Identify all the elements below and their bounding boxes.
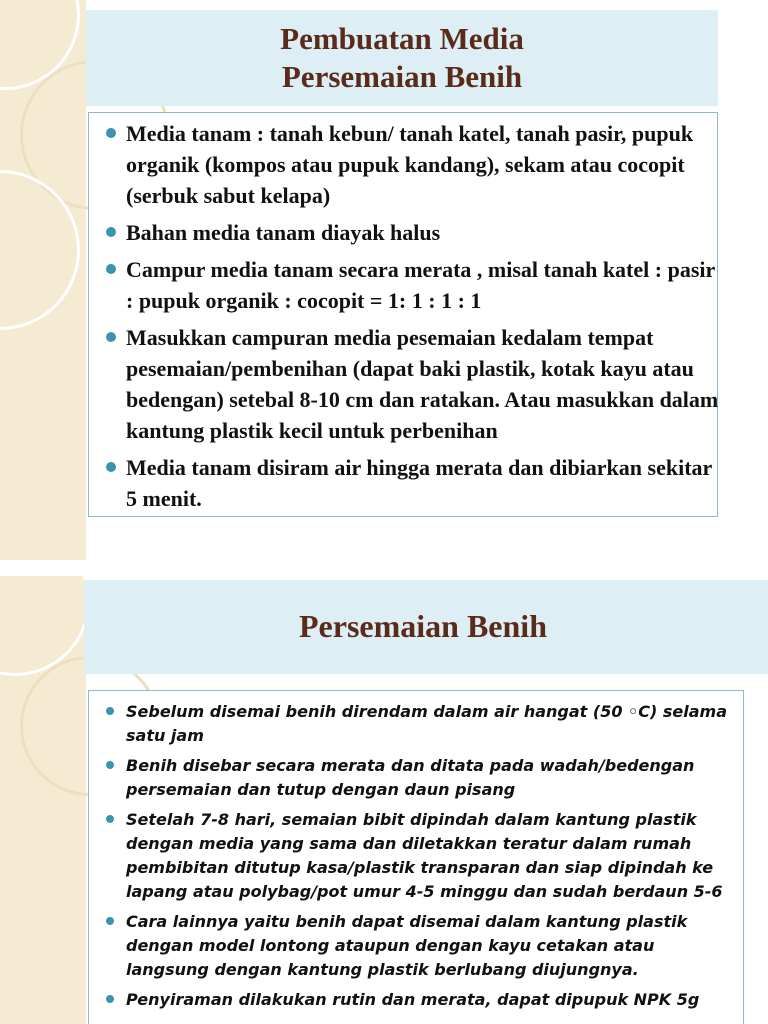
slide-separator bbox=[0, 560, 768, 576]
bullet-icon bbox=[106, 815, 114, 823]
bullet-list bbox=[126, 118, 726, 520]
list-item bbox=[126, 322, 726, 446]
bullet-icon bbox=[106, 227, 116, 237]
list-item-text: Sebelum disemai benih direndam dalam air hangat (50 ◦C) selama satu jam bbox=[126, 702, 728, 745]
bullet-icon bbox=[106, 995, 114, 1003]
list-item-text: Media tanam disiram air hingga merata dan dibiarkan sekitar 5 menit. bbox=[126, 455, 712, 511]
list-item bbox=[126, 118, 726, 211]
list-item bbox=[126, 452, 726, 514]
list-item bbox=[126, 808, 738, 904]
list-item bbox=[126, 910, 738, 982]
slide-title bbox=[86, 20, 718, 96]
bullet-icon bbox=[106, 128, 116, 138]
list-item-text: Cara lainnya yaitu benih dapat disemai dalam kantung plastik dengan model lontong ataupun dengan kayu cetakan atau langsung dengan kantung plastik berlubang diujungnya. bbox=[126, 912, 688, 979]
bullet-icon bbox=[106, 264, 116, 274]
bullet-icon bbox=[106, 332, 116, 342]
list-item bbox=[126, 217, 726, 248]
list-item bbox=[126, 754, 738, 802]
list-item-text: Setelah 7-8 hari, semaian bibit dipindah dalam kantung plastik dengan media yang sama dan diletakkan teratur dalam rumah pembibitan ditutup kasa/plastik transparan dan siap dipindah ke lapang atau polybag/pot umur 4-5 minggu dan sudah berdaun 5-6 bbox=[126, 810, 723, 901]
bullet-list bbox=[126, 700, 738, 1018]
list-item-text: Campur media tanam secara merata , misal tanah katel : pasir : pupuk organik : cocopit = 1: 1 : 1 : 1 bbox=[126, 257, 715, 313]
bullet-icon bbox=[106, 761, 114, 769]
list-item bbox=[126, 988, 738, 1012]
title-line-1: Pembuatan Media bbox=[280, 21, 524, 56]
list-item bbox=[126, 254, 726, 316]
slide-title: Persemaian Benih bbox=[299, 608, 547, 644]
bullet-icon bbox=[106, 707, 114, 715]
bullet-icon bbox=[106, 462, 116, 472]
title-line-2: Persemaian Benih bbox=[281, 59, 523, 94]
list-item-text: Penyiraman dilakukan rutin dan merata, dapat dipupuk NPK 5g bbox=[126, 990, 700, 1009]
list-item-text: Media tanam : tanah kebun/ tanah katel, tanah pasir, pupuk organik (kompos atau pupuk kandang), sekam atau cocopit (serbuk sabut kelapa) bbox=[126, 121, 694, 208]
list-item-text: Masukkan campuran media pesemaian kedalam tempat pesemaian/pembenihan (dapat baki plastik, kotak kayu atau bedengan) setebal 8-10 cm dan ratakan. Atau masukkan dalam kantung plastik kecil untuk perbenihan bbox=[126, 325, 719, 443]
bullet-icon bbox=[106, 917, 114, 925]
list-item-text: Benih disebar secara merata dan ditata pada wadah/bedengan persemaian dan tutup dengan daun pisang bbox=[126, 756, 695, 799]
list-item-text: Bahan media tanam diayak halus bbox=[126, 220, 441, 245]
list-item bbox=[126, 700, 738, 748]
